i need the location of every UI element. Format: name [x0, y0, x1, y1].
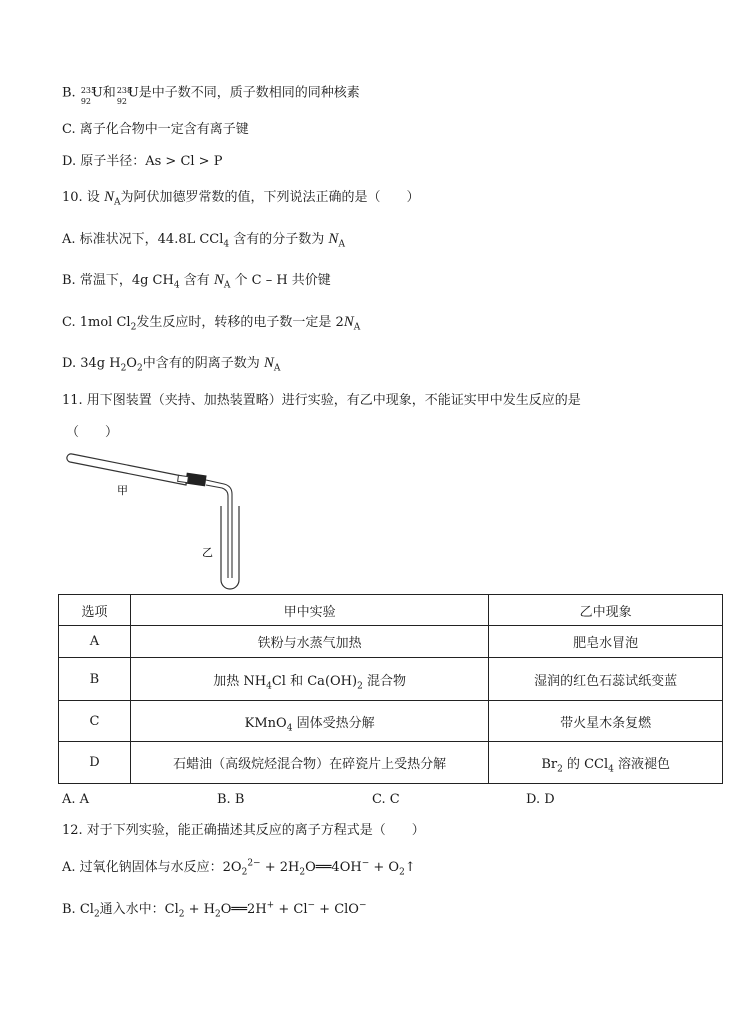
q12-stem: 12. 对于下列实验，能正确描述其反应的离子方程式是（ ）	[62, 823, 425, 838]
q11-option: A. A	[62, 792, 90, 807]
q12-option-a: A. 过氧化钠固体与水反应：$2O_2^{2-}$ + $2H_2O══4OH^-$ + $O_2↑$	[62, 858, 416, 878]
q9-option-d: D. 原子半径：As > Cl > P	[62, 154, 223, 169]
q9-option-b: B. 235 92 U和 238 92 U是中子数不同，质子数相同的同种核素	[62, 85, 360, 106]
label-yi: 乙	[202, 546, 213, 559]
nuclide-u235: 235 92	[80, 86, 97, 106]
tube-jia	[67, 454, 187, 485]
q11-table	[58, 594, 723, 784]
table-row	[59, 626, 723, 658]
q11-option: C. C	[372, 792, 400, 807]
tube-yi	[221, 506, 239, 589]
table-cell: D	[59, 742, 131, 784]
table-cell: 铁粉与水蒸气加热	[130, 626, 488, 658]
table-cell: A	[59, 626, 131, 658]
table-cell: B	[59, 658, 131, 701]
q12-option-b: B. $Cl_2$通入水中：$Cl_2$ + $H_2O══2H^+ + Cl^- + ClO^-$	[62, 900, 367, 920]
table-header: 乙中现象	[489, 595, 723, 626]
q11-stem: 11. 用下图装置（夹持、加热装置略）进行实验，有乙中现象，不能证实甲中发生反应的是	[62, 393, 581, 408]
table-cell: 肥皂水冒泡	[489, 626, 723, 658]
apparatus-figure	[62, 448, 252, 597]
q11-option: D. D	[526, 792, 555, 807]
q9-option-c: C. 离子化合物中一定含有离子键	[62, 122, 249, 137]
q10-option-b: B. 常温下，4g $CH_4$ 含有 $N_A$ 个 C – H 共价键	[62, 272, 331, 291]
apparatus-diagram	[62, 448, 252, 593]
table-header: 选项	[59, 595, 131, 626]
table-header: 甲中实验	[130, 595, 488, 626]
table-cell: 加热 $NH_4Cl$ 和 $Ca(OH)_2$ 混合物	[130, 658, 488, 701]
table-cell: C	[59, 701, 131, 742]
table-cell: $Br_2$ 的 CCl$_4$ 溶液褪色	[489, 742, 723, 784]
nuclide-u238: 238 92	[116, 86, 133, 106]
q10-option-c: C. 1mol $Cl_2$发生反应时，转移的电子数一定是 $2N_A$	[62, 314, 361, 333]
table-cell: KMnO$_4$ 固体受热分解	[130, 701, 488, 742]
label-jia: 甲	[117, 484, 128, 497]
q10-option-a: A. 标准状况下，44.8L CCl$_4$ 含有的分子数为 $N_A$	[62, 231, 345, 250]
q10-option-d: D. 34g $H_2O_2$中含有的阴离子数为 $N_A$	[62, 355, 281, 374]
table-header-row	[59, 595, 723, 626]
table-cell: 石蜡油（高级烷烃混合物）在碎瓷片上受热分解	[130, 742, 488, 784]
table-cell: 湿润的红色石蕊试纸变蓝	[489, 658, 723, 701]
q11-option: B. B	[217, 792, 245, 807]
table-row	[59, 742, 723, 784]
q11-paren: （ ）	[66, 425, 119, 440]
table-row	[59, 701, 723, 742]
table-cell: 带火星木条复燃	[489, 701, 723, 742]
q10-stem: 10. 设 $N_A$为阿伏加德罗常数的值，下列说法正确的是（ ）	[62, 189, 420, 208]
table-row	[59, 658, 723, 701]
